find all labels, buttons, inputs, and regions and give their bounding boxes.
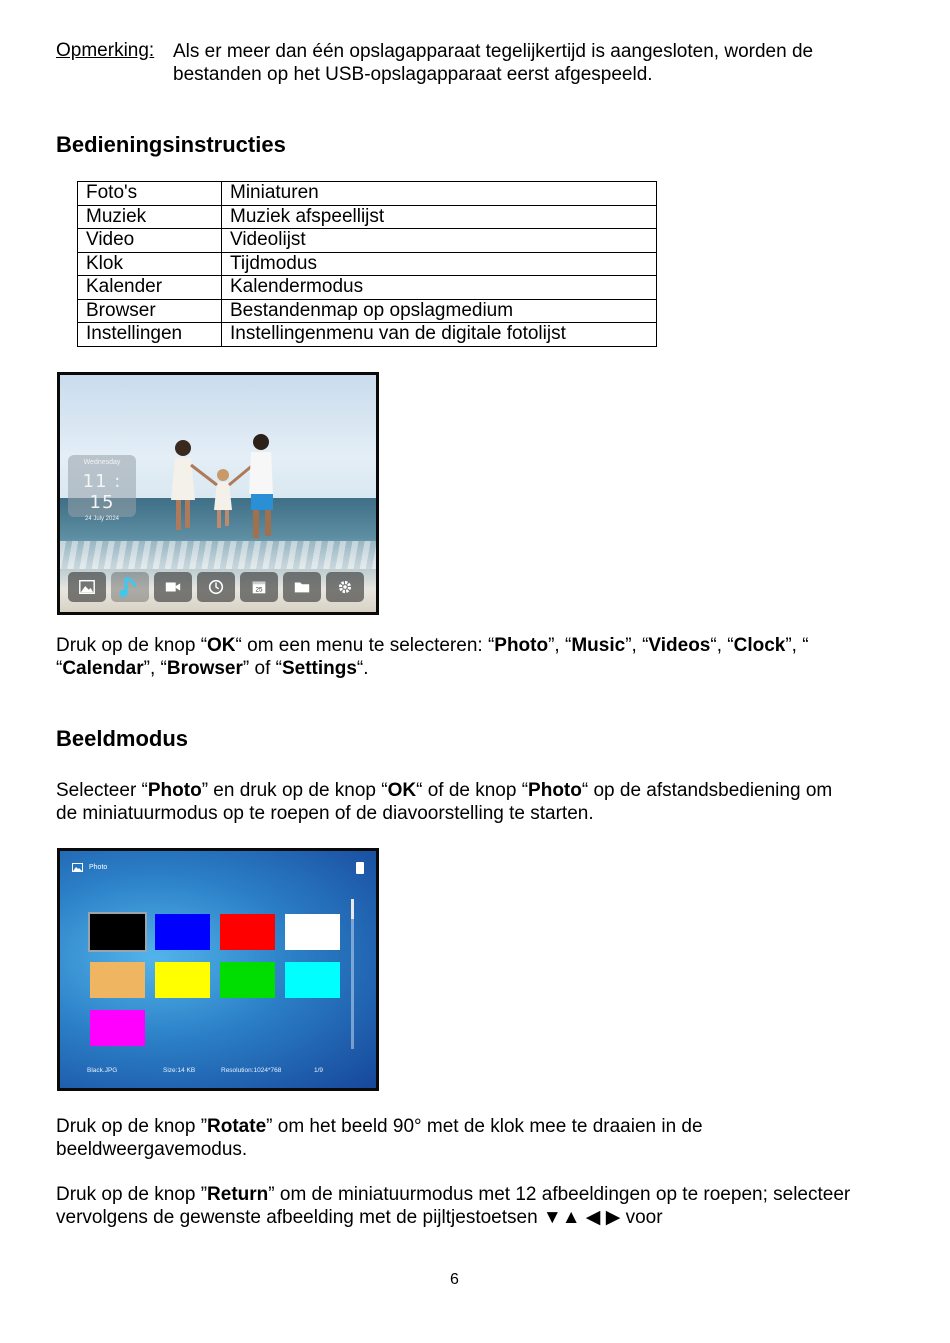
table-row [78,229,657,253]
thumbnail[interactable] [220,962,275,998]
table-row [78,182,657,206]
clock-time: 11 : 15 [82,471,122,513]
folder-icon[interactable] [283,572,321,602]
table-row [78,323,657,347]
table-row [78,276,657,300]
video-icon[interactable] [154,572,192,602]
note-text: Als er meer dan één opslagapparaat tegelijkertijd is aangesloten, worden de bestanden op het USB-opslagapparaat eerst afgespeeld. [173,41,814,85]
section-title-bedieningsinstructies: Bedieningsinstructies [56,132,286,157]
table-row [78,299,657,323]
table-cell-key: Foto's [78,182,222,206]
table-row [78,252,657,276]
table-cell-value: Videolijst [222,229,657,253]
clock-widget [68,455,136,522]
clock-day: Wednesday [83,459,121,466]
menu-instruction-paragraph: Druk op de knop “OK“ om een menu te selecteren: “Photo”, “Music”, “Videos“, “Clock”, “ “Calendar”, “Browser” of “Settings“. [56,635,809,679]
photo-icon[interactable] [68,572,106,602]
thumbnail[interactable] [285,962,340,998]
table-row [78,205,657,229]
table-cell-value: Muziek afspeellijst [222,205,657,229]
thumbnail[interactable] [220,914,275,950]
clock-date: 24 July 2024 [84,516,120,522]
photo-icon [72,863,83,872]
calendar-icon[interactable] [240,572,278,602]
home-screen-screenshot [57,372,379,615]
note-label: Opmerking: [56,40,155,61]
menu-dock [68,572,368,602]
controls-table [77,181,657,347]
photo-thumbnail-screenshot [57,848,379,1091]
thumbnail[interactable] [285,914,340,950]
table-cell-value: Bestandenmap op opslagmedium [222,299,657,323]
section-title-beeldmodus: Beeldmodus [56,726,189,751]
music-icon[interactable] [111,572,149,602]
footer-page: 1/9 [314,1067,324,1074]
footer-filename: Black.JPG [87,1067,118,1074]
calendar-day-number: 25 [255,586,263,594]
table-cell-value: Instellingenmenu van de digitale fotolijst [222,323,657,347]
photo-header [72,863,107,872]
return-paragraph: Druk op de knop ”Return” om de miniatuurmodus met 12 afbeeldingen op te roepen; selecteer vervolgens de gewenste afbeelding met de pijltjestoetsen ▼▲ ◀ ▶ voor [56,1184,851,1228]
thumbnail[interactable] [155,962,210,998]
table-cell-key: Muziek [78,205,222,229]
page-number: 6 [450,1271,459,1288]
table-cell-key: Kalender [78,276,222,300]
photo-footer [87,1067,323,1074]
table-cell-key: Instellingen [78,323,222,347]
photo-header-title: Photo [89,864,108,871]
scrollbar[interactable] [351,899,354,1049]
footer-size: Size:14 KB [163,1067,196,1074]
family-photo [155,430,295,545]
table-cell-key: Browser [78,299,222,323]
thumbnail[interactable] [90,962,145,998]
table-cell-key: Video [78,229,222,253]
thumbnail[interactable] [155,914,210,950]
settings-icon[interactable] [326,572,364,602]
sd-card-icon [356,862,364,874]
rotate-paragraph: Druk op de knop ”Rotate” om het beeld 90° met de klok mee te draaien in de beeldweergavemodus. [56,1116,703,1160]
photo-mode-paragraph: Selecteer “Photo” en druk op de knop “OK“ of de knop “Photo“ op de afstandsbediening om de miniatuurmodus op te roepen of de diavoorstelling te starten. [56,780,833,824]
clock-icon[interactable] [197,572,235,602]
wave-foam [60,541,376,569]
table-cell-key: Klok [78,252,222,276]
thumbnail[interactable] [90,1010,145,1046]
table-cell-value: Miniaturen [222,182,657,206]
thumbnail[interactable] [90,914,145,950]
scrollbar-knob[interactable] [351,899,354,919]
thumbnail-grid [90,914,342,1048]
table-cell-value: Tijdmodus [222,252,657,276]
table-cell-value: Kalendermodus [222,276,657,300]
footer-resolution: Resolution:1024*768 [221,1067,282,1074]
